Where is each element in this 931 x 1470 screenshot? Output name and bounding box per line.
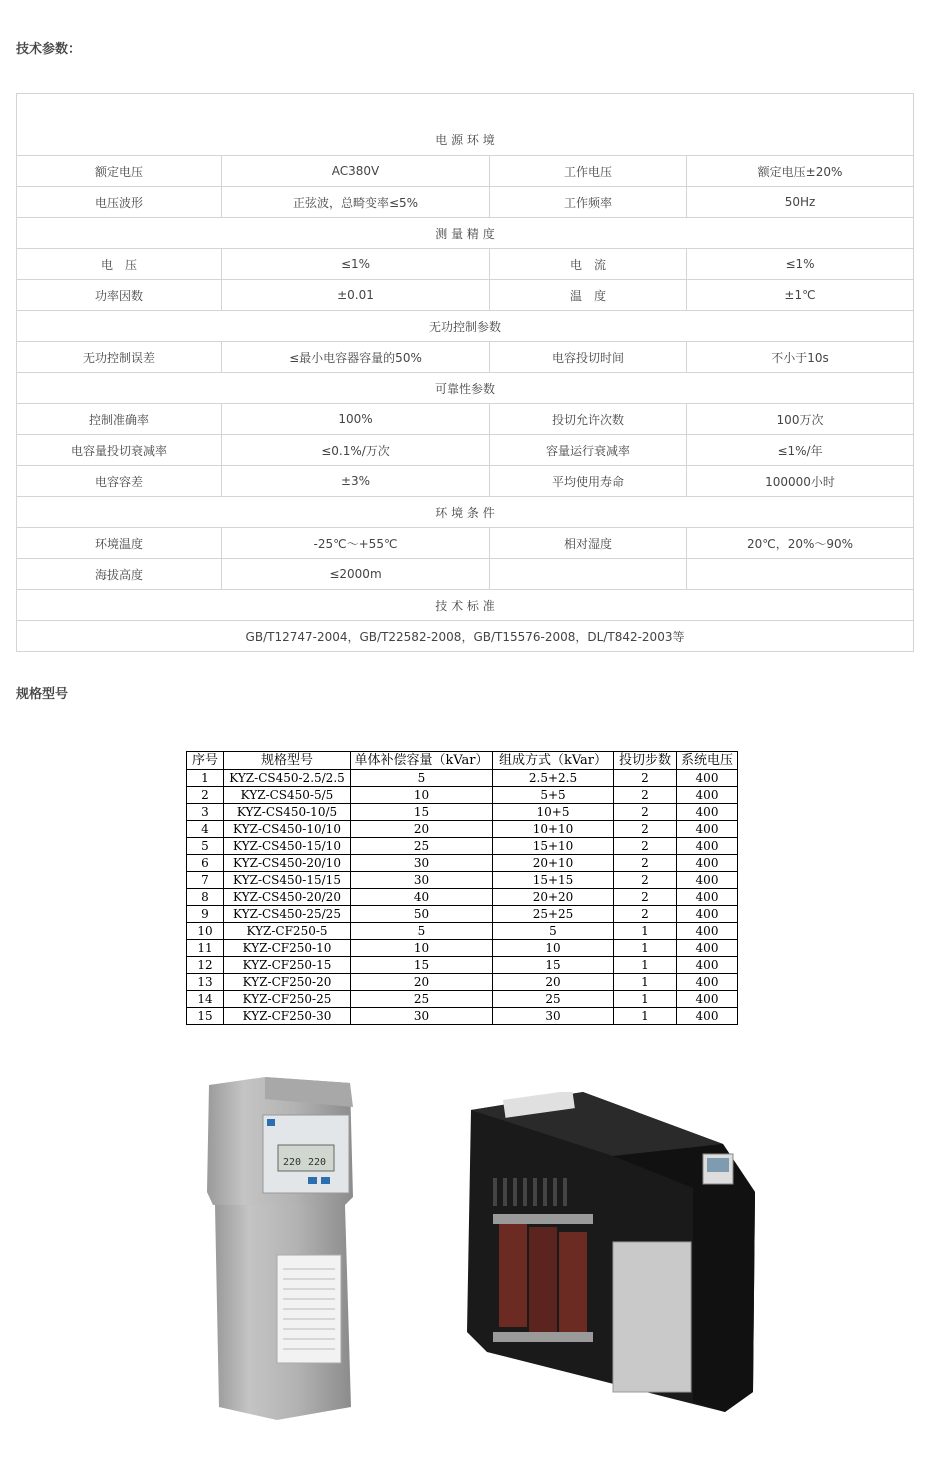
table-cell: 13 <box>187 974 224 991</box>
table-cell: 400 <box>677 957 738 974</box>
column-header: 投切步数 <box>614 752 677 770</box>
cabinet-photo <box>463 1092 758 1412</box>
table-cell: 400 <box>677 770 738 787</box>
param-label: 电 压 <box>17 249 222 280</box>
table-cell: KYZ-CS450-15/10 <box>224 838 351 855</box>
table-cell: 1 <box>614 974 677 991</box>
table-cell: 1 <box>614 991 677 1008</box>
table-cell: 10+5 <box>493 804 614 821</box>
table-cell: KYZ-CS450-5/5 <box>224 787 351 804</box>
table-cell: 25+25 <box>493 906 614 923</box>
param-label: 投切允许次数 <box>490 404 687 435</box>
table-cell: 6 <box>187 855 224 872</box>
table-row <box>17 311 914 342</box>
param-label: 电 流 <box>490 249 687 280</box>
param-value: ≤1% <box>687 249 914 280</box>
param-label: 海拔高度 <box>17 559 222 590</box>
section-reliability: 可靠性参数 <box>17 373 914 404</box>
param-value: 100% <box>222 404 490 435</box>
table-cell: 400 <box>677 923 738 940</box>
table-cell: 2 <box>614 906 677 923</box>
table-cell: 400 <box>677 804 738 821</box>
table-cell: 10+10 <box>493 821 614 838</box>
table-cell: 1 <box>614 940 677 957</box>
table-row <box>187 957 738 974</box>
table-row <box>17 559 914 590</box>
table-cell: 2 <box>614 855 677 872</box>
table-cell: 1 <box>614 1008 677 1025</box>
param-label: 工作频率 <box>490 187 687 218</box>
table-cell: 25 <box>493 991 614 1008</box>
param-value: ±0.01 <box>222 280 490 311</box>
table-cell: 400 <box>677 974 738 991</box>
standard-value: GB/T12747-2004，GB/T22582-2008，GB/T15576-2008，DL/T842-2003等 <box>17 621 914 652</box>
section-standard: 技 术 标 准 <box>17 590 914 621</box>
table-cell: 25 <box>351 838 493 855</box>
empty-cell <box>687 559 914 590</box>
table-cell: 400 <box>677 889 738 906</box>
table-row <box>187 838 738 855</box>
param-label: 相对湿度 <box>490 528 687 559</box>
table-cell: KYZ-CF250-10 <box>224 940 351 957</box>
table-row <box>187 940 738 957</box>
column-header: 规格型号 <box>224 752 351 770</box>
table-row <box>17 621 914 652</box>
table-row <box>17 404 914 435</box>
table-cell: 20 <box>351 821 493 838</box>
column-header: 序号 <box>187 752 224 770</box>
table-cell: 15 <box>187 1008 224 1025</box>
table-cell: 9 <box>187 906 224 923</box>
table-cell: 5 <box>351 770 493 787</box>
table-cell: 3 <box>187 804 224 821</box>
table-cell: 400 <box>677 838 738 855</box>
param-label: 功率因数 <box>17 280 222 311</box>
table-cell: 10 <box>351 787 493 804</box>
table-row <box>187 974 738 991</box>
param-value: ≤1%/年 <box>687 435 914 466</box>
table-cell: KYZ-CF250-15 <box>224 957 351 974</box>
param-label: 电容容差 <box>17 466 222 497</box>
table-row <box>17 342 914 373</box>
empty-cell <box>490 559 687 590</box>
param-value: 100万次 <box>687 404 914 435</box>
table-cell: 400 <box>677 821 738 838</box>
table-cell: 2 <box>187 787 224 804</box>
tech-params-title: 技术参数： <box>16 42 82 57</box>
table-row <box>187 889 738 906</box>
table-cell: 400 <box>677 787 738 804</box>
capacitor-photo <box>205 1077 355 1420</box>
table-cell: KYZ-CF250-20 <box>224 974 351 991</box>
spec-title: 规格型号 <box>16 687 69 702</box>
table-cell: 2 <box>614 889 677 906</box>
table-cell: KYZ-CS450-25/25 <box>224 906 351 923</box>
table-cell: 10 <box>187 923 224 940</box>
table-row <box>17 218 914 249</box>
column-header: 系统电压 <box>677 752 738 770</box>
table-row <box>17 280 914 311</box>
table-cell: 400 <box>677 1008 738 1025</box>
display-left: 220 <box>283 1157 302 1168</box>
table-cell: 400 <box>677 940 738 957</box>
param-value: 正弦波，总畸变率≤5% <box>222 187 490 218</box>
table-row <box>187 804 738 821</box>
table-cell: 5 <box>187 838 224 855</box>
param-label: 电压波形 <box>17 187 222 218</box>
table-cell: 7 <box>187 872 224 889</box>
param-label: 温 度 <box>490 280 687 311</box>
table-cell: 2 <box>614 804 677 821</box>
param-label: 无功控制误差 <box>17 342 222 373</box>
table-cell: KYZ-CS450-2.5/2.5 <box>224 770 351 787</box>
table-row <box>17 249 914 280</box>
table-cell: 2 <box>614 787 677 804</box>
table-row <box>17 590 914 621</box>
param-label: 容量运行衰减率 <box>490 435 687 466</box>
table-cell: KYZ-CF250-25 <box>224 991 351 1008</box>
table-cell: 400 <box>677 906 738 923</box>
table-row <box>17 528 914 559</box>
table-row <box>187 821 738 838</box>
table-header-row <box>187 752 738 770</box>
table-cell: KYZ-CS450-15/15 <box>224 872 351 889</box>
display-right: 220 <box>308 1157 327 1168</box>
param-value: 额定电压±20% <box>687 156 914 187</box>
table-cell: 50 <box>351 906 493 923</box>
table-cell: 30 <box>493 1008 614 1025</box>
section-power-env: 电 源 环 境 <box>17 94 914 156</box>
param-label: 平均使用寿命 <box>490 466 687 497</box>
table-cell: 14 <box>187 991 224 1008</box>
table-cell: 5 <box>493 923 614 940</box>
table-cell: 400 <box>677 855 738 872</box>
table-row <box>187 770 738 787</box>
param-value: 100000小时 <box>687 466 914 497</box>
table-row <box>17 94 914 156</box>
param-value: ±1℃ <box>687 280 914 311</box>
table-cell: KYZ-CF250-30 <box>224 1008 351 1025</box>
table-cell: 20+20 <box>493 889 614 906</box>
table-row <box>17 435 914 466</box>
table-cell: 30 <box>351 855 493 872</box>
tech-params-table <box>16 93 914 652</box>
table-cell: 5+5 <box>493 787 614 804</box>
column-header: 单体补偿容量（kVar） <box>351 752 493 770</box>
table-cell: 15+15 <box>493 872 614 889</box>
param-value: ≤0.1%/万次 <box>222 435 490 466</box>
table-cell: 20+10 <box>493 855 614 872</box>
param-label: 电容量投切衰减率 <box>17 435 222 466</box>
param-value: 不小于10s <box>687 342 914 373</box>
table-cell: 15 <box>493 957 614 974</box>
table-cell: 1 <box>614 923 677 940</box>
table-row <box>187 991 738 1008</box>
param-value: AC380V <box>222 156 490 187</box>
table-cell: 400 <box>677 991 738 1008</box>
param-value: ≤1% <box>222 249 490 280</box>
table-cell: 30 <box>351 872 493 889</box>
table-cell: 30 <box>351 1008 493 1025</box>
column-header: 组成方式（kVar） <box>493 752 614 770</box>
section-reactive: 无功控制参数 <box>17 311 914 342</box>
param-label: 额定电压 <box>17 156 222 187</box>
table-cell: 2 <box>614 821 677 838</box>
table-row <box>187 906 738 923</box>
table-cell: KYZ-CS450-10/5 <box>224 804 351 821</box>
table-cell: 10 <box>351 940 493 957</box>
table-cell: 2 <box>614 838 677 855</box>
table-cell: 8 <box>187 889 224 906</box>
table-row <box>17 156 914 187</box>
table-cell: 5 <box>351 923 493 940</box>
table-cell: 1 <box>187 770 224 787</box>
param-value: -25℃～+55℃ <box>222 528 490 559</box>
table-cell: 20 <box>493 974 614 991</box>
table-cell: 15 <box>351 804 493 821</box>
spec-table <box>186 751 738 1025</box>
table-row <box>187 872 738 889</box>
table-cell: 2.5+2.5 <box>493 770 614 787</box>
table-cell: 15+10 <box>493 838 614 855</box>
table-row <box>17 466 914 497</box>
table-cell: 400 <box>677 872 738 889</box>
table-row <box>187 855 738 872</box>
param-value: 50Hz <box>687 187 914 218</box>
table-row <box>17 187 914 218</box>
table-cell: 10 <box>493 940 614 957</box>
table-cell: KYZ-CS450-20/20 <box>224 889 351 906</box>
table-cell: 2 <box>614 770 677 787</box>
table-cell: 25 <box>351 991 493 1008</box>
table-cell: 20 <box>351 974 493 991</box>
param-value: ≤2000m <box>222 559 490 590</box>
table-cell: KYZ-CF250-5 <box>224 923 351 940</box>
table-cell: KYZ-CS450-20/10 <box>224 855 351 872</box>
table-cell: 12 <box>187 957 224 974</box>
table-row <box>187 923 738 940</box>
param-value: ±3% <box>222 466 490 497</box>
table-row <box>17 497 914 528</box>
param-value: ≤最小电容器容量的50% <box>222 342 490 373</box>
section-env: 环 境 条 件 <box>17 497 914 528</box>
param-label: 工作电压 <box>490 156 687 187</box>
table-cell: 40 <box>351 889 493 906</box>
table-cell: 11 <box>187 940 224 957</box>
table-cell: KYZ-CS450-10/10 <box>224 821 351 838</box>
table-cell: 1 <box>614 957 677 974</box>
param-label: 环境温度 <box>17 528 222 559</box>
param-label: 电容投切时间 <box>490 342 687 373</box>
table-cell: 4 <box>187 821 224 838</box>
section-accuracy: 测 量 精 度 <box>17 218 914 249</box>
table-row <box>17 373 914 404</box>
table-row <box>187 1008 738 1025</box>
table-cell: 2 <box>614 872 677 889</box>
param-value: 20℃，20%～90% <box>687 528 914 559</box>
param-label: 控制准确率 <box>17 404 222 435</box>
table-row <box>187 787 738 804</box>
table-cell: 15 <box>351 957 493 974</box>
